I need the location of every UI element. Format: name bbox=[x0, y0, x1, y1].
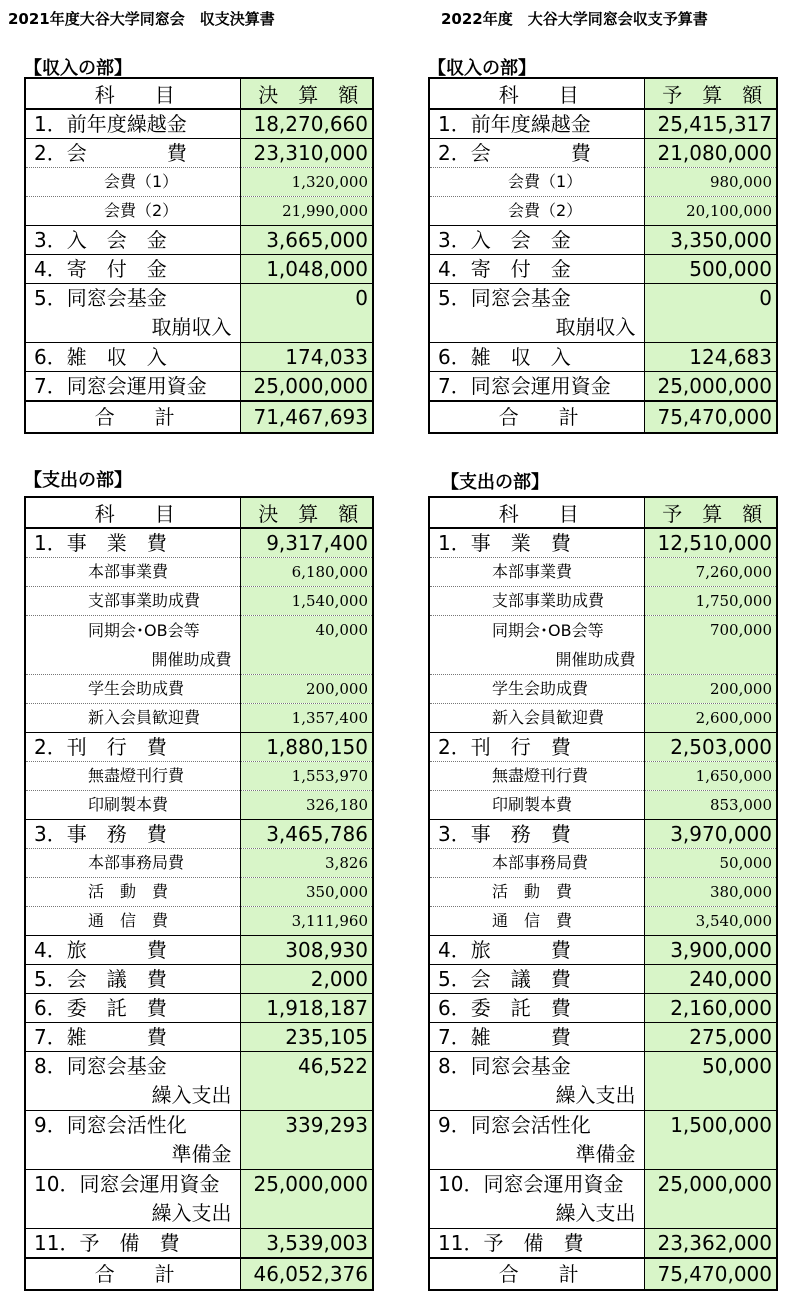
row-label: 新入会員歓迎費 bbox=[25, 704, 240, 733]
row-label: 2．会 費 bbox=[429, 139, 644, 168]
row-label: 6．委 託 費 bbox=[429, 994, 644, 1023]
row-label: 5．会 議 費 bbox=[25, 965, 240, 994]
row-amount: 326,180 bbox=[240, 791, 373, 820]
row-label: 3．事 務 費 bbox=[25, 820, 240, 849]
row-label: 活 動 費 bbox=[429, 878, 644, 907]
left-income-table bbox=[24, 77, 374, 434]
row-label: 1．事 業 費 bbox=[25, 528, 240, 558]
table-header bbox=[429, 497, 777, 528]
row-amount: 46,522 bbox=[240, 1052, 373, 1111]
table-row bbox=[25, 820, 373, 849]
row-label-line1: 8．同窓会基金 bbox=[34, 1054, 167, 1078]
row-amount: 50,000 bbox=[644, 849, 777, 878]
table-row bbox=[25, 109, 373, 139]
table-row bbox=[429, 197, 777, 226]
row-label: 4．寄 付 金 bbox=[429, 255, 644, 284]
table-row bbox=[25, 197, 373, 226]
item-header: 科 目 bbox=[429, 78, 644, 109]
row-label bbox=[25, 1111, 240, 1170]
right-title: 2022年度 大谷大学同窓会収支予算書 bbox=[441, 10, 708, 28]
amount-header: 予 算 額 bbox=[644, 497, 777, 528]
table-row bbox=[25, 284, 373, 343]
table-row bbox=[429, 226, 777, 255]
table-row bbox=[429, 762, 777, 791]
row-amount: 6,180,000 bbox=[240, 558, 373, 587]
total-row bbox=[429, 401, 777, 433]
row-amount: 380,000 bbox=[644, 878, 777, 907]
total-label: 合 計 bbox=[25, 1258, 240, 1290]
row-label-line1: 10．同窓会運用資金 bbox=[34, 1172, 220, 1196]
row-amount: 3,465,786 bbox=[240, 820, 373, 849]
row-label: 会費（2） bbox=[429, 197, 644, 226]
table-row bbox=[429, 936, 777, 965]
row-label-line1: 同期会･OB会等 bbox=[492, 621, 604, 640]
row-amount: 50,000 bbox=[644, 1052, 777, 1111]
row-amount: 1,650,000 bbox=[644, 762, 777, 791]
row-label: 学生会助成費 bbox=[25, 675, 240, 704]
table-row bbox=[25, 994, 373, 1023]
row-label-line2: 準備金 bbox=[171, 1142, 232, 1166]
table-row bbox=[429, 528, 777, 558]
row-amount: 2,503,000 bbox=[644, 733, 777, 762]
row-label: 5．会 議 費 bbox=[429, 965, 644, 994]
row-amount: 500,000 bbox=[644, 255, 777, 284]
row-label bbox=[429, 616, 644, 675]
row-label: 本部事業費 bbox=[429, 558, 644, 587]
row-amount: 25,000,000 bbox=[644, 1170, 777, 1229]
row-amount: 7,260,000 bbox=[644, 558, 777, 587]
row-amount: 21,990,000 bbox=[240, 197, 373, 226]
total-amount: 75,470,000 bbox=[644, 401, 777, 433]
row-amount: 1,357,400 bbox=[240, 704, 373, 733]
total-row bbox=[429, 1258, 777, 1290]
row-label bbox=[429, 1170, 644, 1229]
row-label: 2．刊 行 費 bbox=[25, 733, 240, 762]
row-label-line2: 取崩収入 bbox=[555, 315, 636, 339]
row-amount: 1,540,000 bbox=[240, 587, 373, 616]
row-label: 7．雑 費 bbox=[25, 1023, 240, 1052]
row-amount: 308,930 bbox=[240, 936, 373, 965]
table-row bbox=[25, 1052, 373, 1111]
row-label: 通 信 費 bbox=[429, 907, 644, 936]
row-amount: 23,310,000 bbox=[240, 139, 373, 168]
row-label: 7．同窓会運用資金 bbox=[429, 372, 644, 402]
table-row bbox=[25, 965, 373, 994]
table-row bbox=[429, 139, 777, 168]
row-label: 4．旅 費 bbox=[25, 936, 240, 965]
row-label: 6．雑 収 入 bbox=[25, 343, 240, 372]
row-amount: 1,048,000 bbox=[240, 255, 373, 284]
table-row bbox=[429, 1229, 777, 1259]
table-row bbox=[25, 139, 373, 168]
row-label bbox=[429, 284, 644, 343]
row-amount: 3,111,960 bbox=[240, 907, 373, 936]
row-label: 3．入 会 金 bbox=[429, 226, 644, 255]
row-label: 4．寄 付 金 bbox=[25, 255, 240, 284]
table-row bbox=[25, 849, 373, 878]
table-row bbox=[25, 558, 373, 587]
table-row bbox=[429, 372, 777, 402]
row-label-line1: 9．同窓会活性化 bbox=[34, 1113, 187, 1137]
table-row bbox=[25, 1111, 373, 1170]
table-row bbox=[25, 936, 373, 965]
left-expense-table bbox=[24, 496, 374, 1291]
table-row bbox=[25, 587, 373, 616]
row-label-line2: 繰入支出 bbox=[151, 1201, 232, 1225]
row-label-line2: 準備金 bbox=[575, 1142, 636, 1166]
row-amount: 1,320,000 bbox=[240, 168, 373, 197]
table-row bbox=[25, 762, 373, 791]
table-row bbox=[429, 343, 777, 372]
amount-header: 決 算 額 bbox=[240, 78, 373, 109]
row-amount: 3,539,003 bbox=[240, 1229, 373, 1259]
table-row bbox=[429, 284, 777, 343]
row-amount: 3,350,000 bbox=[644, 226, 777, 255]
row-label bbox=[25, 284, 240, 343]
row-label: 7．雑 費 bbox=[429, 1023, 644, 1052]
row-amount: 2,000 bbox=[240, 965, 373, 994]
row-amount: 240,000 bbox=[644, 965, 777, 994]
table-row bbox=[429, 878, 777, 907]
row-label: 本部事業費 bbox=[25, 558, 240, 587]
row-label bbox=[429, 1111, 644, 1170]
row-label: 活 動 費 bbox=[25, 878, 240, 907]
table-row bbox=[429, 733, 777, 762]
row-label: 6．雑 収 入 bbox=[429, 343, 644, 372]
row-label: 3．事 務 費 bbox=[429, 820, 644, 849]
row-label bbox=[429, 1052, 644, 1111]
row-label-line2: 開催助成費 bbox=[555, 650, 636, 669]
table-row bbox=[25, 528, 373, 558]
total-label: 合 計 bbox=[429, 401, 644, 433]
right-income-table bbox=[428, 77, 778, 434]
row-amount: 200,000 bbox=[240, 675, 373, 704]
row-amount: 40,000 bbox=[240, 616, 373, 675]
table-row bbox=[429, 704, 777, 733]
total-label: 合 計 bbox=[25, 401, 240, 433]
table-row bbox=[25, 733, 373, 762]
table-header bbox=[25, 497, 373, 528]
table-row bbox=[25, 1229, 373, 1259]
table-row bbox=[429, 1023, 777, 1052]
row-label: 本部事務局費 bbox=[429, 849, 644, 878]
row-label-line2: 取崩収入 bbox=[151, 315, 232, 339]
row-label-line1: 9．同窓会活性化 bbox=[438, 1113, 591, 1137]
left-expense-section: 【支出の部】 bbox=[24, 470, 132, 491]
row-label-line2: 開催助成費 bbox=[151, 650, 232, 669]
table-row bbox=[25, 343, 373, 372]
row-label: 支部事業助成費 bbox=[25, 587, 240, 616]
row-label bbox=[25, 616, 240, 675]
row-amount: 25,415,317 bbox=[644, 109, 777, 139]
row-label: 印刷製本費 bbox=[429, 791, 644, 820]
row-amount: 700,000 bbox=[644, 616, 777, 675]
row-amount: 200,000 bbox=[644, 675, 777, 704]
item-header: 科 目 bbox=[25, 497, 240, 528]
row-label-line1: 8．同窓会基金 bbox=[438, 1054, 571, 1078]
total-row bbox=[25, 401, 373, 433]
right-expense-table bbox=[428, 496, 778, 1291]
row-label-line2: 繰入支出 bbox=[555, 1201, 636, 1225]
table-row bbox=[429, 849, 777, 878]
table-row bbox=[25, 372, 373, 402]
row-amount: 9,317,400 bbox=[240, 528, 373, 558]
row-label-line1: 10．同窓会運用資金 bbox=[438, 1172, 624, 1196]
row-amount: 980,000 bbox=[644, 168, 777, 197]
amount-header: 決 算 額 bbox=[240, 497, 373, 528]
total-amount: 46,052,376 bbox=[240, 1258, 373, 1290]
table-row bbox=[25, 1170, 373, 1229]
table-row bbox=[429, 1052, 777, 1111]
row-amount: 2,600,000 bbox=[644, 704, 777, 733]
table-row bbox=[429, 1170, 777, 1229]
row-amount: 174,033 bbox=[240, 343, 373, 372]
right-income-section: 【収入の部】 bbox=[428, 58, 536, 79]
row-label: 会費（1） bbox=[429, 168, 644, 197]
row-label: 学生会助成費 bbox=[429, 675, 644, 704]
row-amount: 1,750,000 bbox=[644, 587, 777, 616]
table-header bbox=[429, 78, 777, 109]
row-label: 通 信 費 bbox=[25, 907, 240, 936]
table-row bbox=[25, 675, 373, 704]
row-label-line1: 5．同窓会基金 bbox=[438, 286, 571, 310]
table-row bbox=[25, 616, 373, 675]
row-amount: 3,665,000 bbox=[240, 226, 373, 255]
row-amount: 2,160,000 bbox=[644, 994, 777, 1023]
table-row bbox=[25, 791, 373, 820]
row-label: 支部事業助成費 bbox=[429, 587, 644, 616]
table-row bbox=[25, 878, 373, 907]
row-label: 4．旅 費 bbox=[429, 936, 644, 965]
row-label: 3．入 会 金 bbox=[25, 226, 240, 255]
row-label: 2．刊 行 費 bbox=[429, 733, 644, 762]
row-amount: 1,918,187 bbox=[240, 994, 373, 1023]
table-row bbox=[429, 616, 777, 675]
row-label: 新入会員歓迎費 bbox=[429, 704, 644, 733]
row-amount: 350,000 bbox=[240, 878, 373, 907]
row-amount: 25,000,000 bbox=[240, 372, 373, 402]
row-label: 印刷製本費 bbox=[25, 791, 240, 820]
table-row bbox=[429, 109, 777, 139]
row-amount: 23,362,000 bbox=[644, 1229, 777, 1259]
row-amount: 25,000,000 bbox=[240, 1170, 373, 1229]
row-amount: 339,293 bbox=[240, 1111, 373, 1170]
row-label: 無盡燈刊行費 bbox=[429, 762, 644, 791]
total-amount: 75,470,000 bbox=[644, 1258, 777, 1290]
row-amount: 1,880,150 bbox=[240, 733, 373, 762]
table-row bbox=[429, 791, 777, 820]
row-label bbox=[25, 1170, 240, 1229]
row-amount: 3,900,000 bbox=[644, 936, 777, 965]
row-amount: 3,826 bbox=[240, 849, 373, 878]
row-label: 2．会 費 bbox=[25, 139, 240, 168]
item-header: 科 目 bbox=[429, 497, 644, 528]
row-label bbox=[25, 1052, 240, 1111]
table-row bbox=[429, 994, 777, 1023]
row-amount: 3,970,000 bbox=[644, 820, 777, 849]
row-amount: 0 bbox=[644, 284, 777, 343]
row-label-line1: 5．同窓会基金 bbox=[34, 286, 167, 310]
total-label: 合 計 bbox=[429, 1258, 644, 1290]
table-row bbox=[429, 587, 777, 616]
row-label-line2: 繰入支出 bbox=[151, 1083, 232, 1107]
item-header: 科 目 bbox=[25, 78, 240, 109]
table-row bbox=[25, 907, 373, 936]
table-row bbox=[429, 255, 777, 284]
table-row bbox=[429, 907, 777, 936]
row-label: 会費（2） bbox=[25, 197, 240, 226]
table-row bbox=[25, 704, 373, 733]
row-label: 11．予 備 費 bbox=[25, 1229, 240, 1259]
amount-header: 予 算 額 bbox=[644, 78, 777, 109]
table-row bbox=[429, 168, 777, 197]
row-amount: 1,500,000 bbox=[644, 1111, 777, 1170]
table-row bbox=[429, 675, 777, 704]
row-amount: 18,270,660 bbox=[240, 109, 373, 139]
row-label: 無盡燈刊行費 bbox=[25, 762, 240, 791]
row-label: 1．前年度繰越金 bbox=[429, 109, 644, 139]
left-title: 2021年度大谷大学同窓会 収支決算書 bbox=[8, 10, 275, 28]
row-amount: 124,683 bbox=[644, 343, 777, 372]
table-row bbox=[25, 226, 373, 255]
row-label: 1．事 業 費 bbox=[429, 528, 644, 558]
row-label-line1: 同期会･OB会等 bbox=[88, 621, 200, 640]
row-amount: 0 bbox=[240, 284, 373, 343]
row-label: 1．前年度繰越金 bbox=[25, 109, 240, 139]
table-row bbox=[429, 965, 777, 994]
table-row bbox=[25, 168, 373, 197]
row-label-line2: 繰入支出 bbox=[555, 1083, 636, 1107]
row-amount: 21,080,000 bbox=[644, 139, 777, 168]
row-amount: 12,510,000 bbox=[644, 528, 777, 558]
left-income-section: 【収入の部】 bbox=[24, 58, 132, 79]
row-amount: 275,000 bbox=[644, 1023, 777, 1052]
total-amount: 71,467,693 bbox=[240, 401, 373, 433]
table-row bbox=[25, 1023, 373, 1052]
row-amount: 235,105 bbox=[240, 1023, 373, 1052]
row-amount: 3,540,000 bbox=[644, 907, 777, 936]
table-row bbox=[429, 1111, 777, 1170]
table-row bbox=[25, 255, 373, 284]
row-label: 7．同窓会運用資金 bbox=[25, 372, 240, 402]
right-expense-section: 【支出の部】 bbox=[441, 472, 549, 493]
table-row bbox=[429, 558, 777, 587]
row-label: 本部事務局費 bbox=[25, 849, 240, 878]
table-row bbox=[429, 820, 777, 849]
row-label: 6．委 託 費 bbox=[25, 994, 240, 1023]
row-amount: 1,553,970 bbox=[240, 762, 373, 791]
row-amount: 853,000 bbox=[644, 791, 777, 820]
row-label: 11．予 備 費 bbox=[429, 1229, 644, 1259]
row-label: 会費（1） bbox=[25, 168, 240, 197]
total-row bbox=[25, 1258, 373, 1290]
table-header bbox=[25, 78, 373, 109]
row-amount: 25,000,000 bbox=[644, 372, 777, 402]
row-amount: 20,100,000 bbox=[644, 197, 777, 226]
